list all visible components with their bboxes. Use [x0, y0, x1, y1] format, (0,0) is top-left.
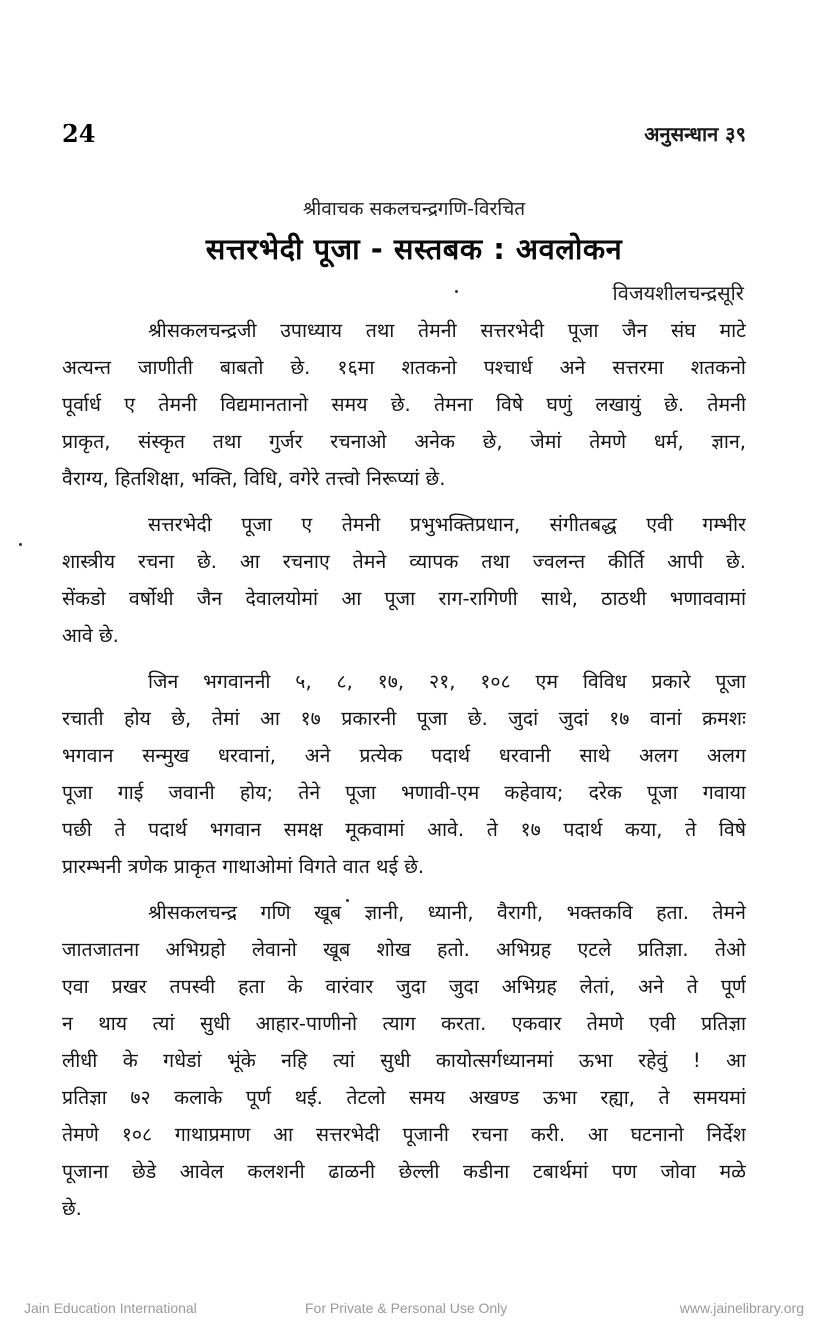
text-line: रचाती होय छे, तेमां आ १७ प्रकारनी पूजा छे. जुदां जुदां १७ वानां क्रमशः	[62, 707, 746, 730]
text-line: न थाय त्यां सुधी आहार-पाणीनो त्याग करता. एकवार तेमणे एवी प्रतिज्ञा	[62, 1012, 746, 1035]
article-subtitle: श्रीवाचक सकलचन्द्रगणि-विरचित	[302, 198, 526, 220]
paragraph	[62, 506, 746, 654]
running-head: अनुसन्धान ३९	[644, 122, 746, 146]
text-line: श्रीसकलचन्द्रजी उपाध्याय तथा तेमनी सत्तरभेदी पूजा जैन संघ माटे	[148, 319, 746, 342]
text-line: पूर्वार्ध ए तेमनी विद्यमानतानो समय छे. तेमना विषे घणुं लखायुं छे. तेमनी	[62, 393, 746, 416]
text-line: आवे छे.	[62, 624, 119, 647]
text-line: पूजाना छेडे आवेल कलशनी ढाळनी छेल्ली कडीना टबार्थमां पण जोवा मळे	[62, 1160, 746, 1183]
text-line: शास्त्रीय रचना छे. आ रचनाए तेमने व्यापक तथा ज्वलन्त कीर्ति आपी छे.	[62, 550, 746, 573]
text-line: तेमणे १०८ गाथाप्रमाण आ सत्तरभेदी पूजानी रचना करी. आ घटनानो निर्देश	[62, 1123, 746, 1146]
article-author: विजयशीलचन्द्रसूरि	[612, 281, 744, 305]
footer-publisher: Jain Education International	[24, 1300, 197, 1316]
text-line: पछी ते पदार्थ भगवान समक्ष मूकवामां आवे. ते १७ पदार्थ कया, ते विषे	[62, 818, 746, 841]
article-body	[62, 312, 746, 1227]
text-line: प्रतिज्ञा ७२ कलाके पूर्ण थई. तेटलो समय अखण्ड ऊभा रह्या, ते समयमां	[62, 1086, 746, 1109]
text-line: सत्तरभेदी पूजा ए तेमनी प्रभुभक्तिप्रधान, संगीतबद्ध एवी गम्भीर	[148, 513, 746, 536]
text-line: वैराग्य, हितशिक्षा, भक्ति, विधि, वगेरे तत्त्वो निरूप्यां छे.	[62, 467, 446, 490]
text-line: जिन भगवाननी ५, ८, १७, २१, १०८ एम विविध प्रकारे पूजा	[148, 670, 746, 693]
text-line: पूजा गाई जवानी होय; तेने पूजा भणावी-एम कहेवाय; दरेक पूजा गवाया	[62, 781, 746, 804]
paragraph	[62, 894, 746, 1227]
text-line: अत्यन्त जाणीती बाबतो छे. १६मा शतकनो पश्चार्ध अने सत्तरमा शतकनो	[62, 356, 746, 379]
page-number: 24	[62, 119, 96, 148]
text-line: सेंकडो वर्षोथी जैन देवालयोमां आ पूजा राग-रागिणी साथे, ठाठथी भणाववामां	[62, 587, 746, 610]
paragraph	[62, 312, 746, 497]
text-line: भगवान सन्मुख धरवानां, अने प्रत्येक पदार्थ धरवानी साथे अलग अलग	[62, 744, 746, 767]
page-footer	[0, 1296, 828, 1320]
paragraph	[62, 663, 746, 885]
scan-speck	[19, 543, 22, 546]
text-line: छे.	[62, 1197, 82, 1220]
text-line: एवा प्रखर तपस्वी हता के वारंवार जुदा जुदा अभिग्रह लेतां, अने ते पूर्ण	[62, 975, 746, 998]
footer-website: www.jainelibrary.org	[679, 1300, 804, 1316]
page-header	[62, 118, 746, 154]
text-line: लीधी के गधेडां भूंके नहि त्यां सुधी कायोत्सर्गध्यानमां ऊभा रहेवुं ! आ	[62, 1049, 746, 1072]
text-line: प्राकृत, संस्कृत तथा गुर्जर रचनाओ अनेक छे, जेमां तेमणे धर्म, ज्ञान,	[62, 430, 746, 453]
scan-speck	[455, 290, 458, 293]
text-line: जातजातना अभिग्रहो लेवानो खूब शोख हतो. अभिग्रह एटले प्रतिज्ञा. तेओ	[62, 938, 746, 961]
footer-usage-notice: For Private & Personal Use Only	[305, 1300, 508, 1316]
text-line: प्रारम्भनी त्रणेक प्राकृत गाथाओमां विगते वात थई छे.	[62, 855, 425, 878]
article-title: सत्तरभेदी पूजा - सस्तबक : अवलोकन	[205, 232, 623, 266]
text-line: श्रीसकलचन्द्र गणि खूब ज्ञानी, ध्यानी, वैरागी, भक्तकवि हता. तेमने	[148, 901, 746, 924]
